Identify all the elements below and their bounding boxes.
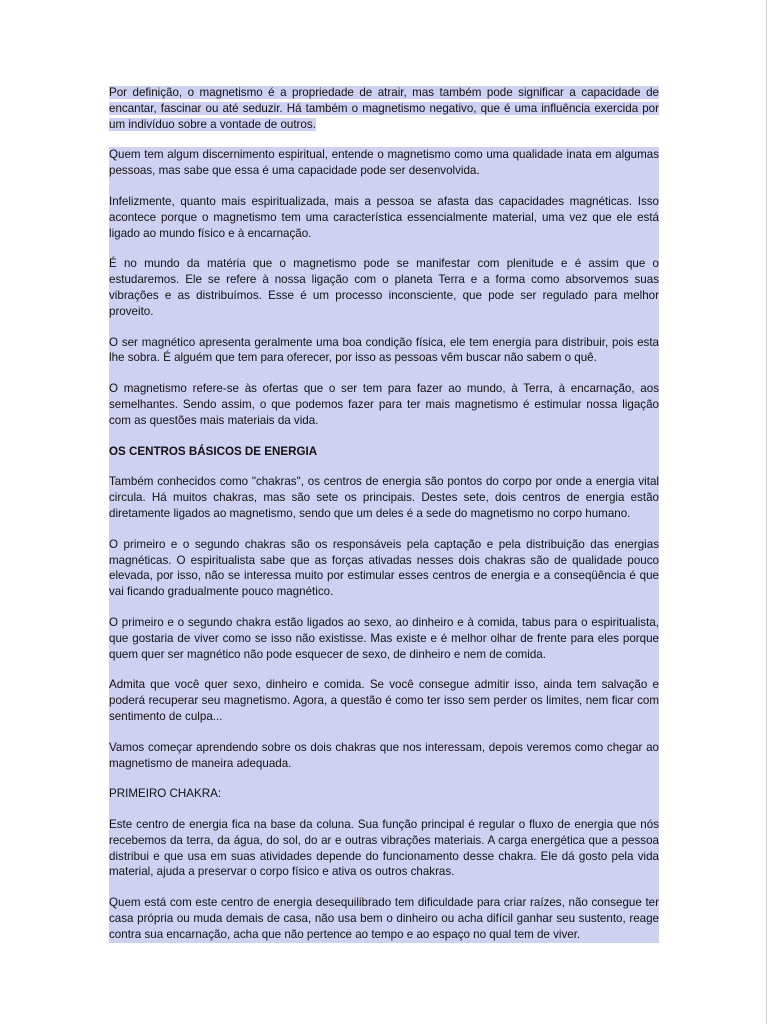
section-heading-energy-centers: OS CENTROS BÁSICOS DE ENERGIA (109, 444, 318, 458)
paragraph-3: Infelizmente, quanto mais espiritualizada, mais a pessoa se afasta das capacidades magnéticas. Isso acontece porque o magnetismo tem uma característica essencialmente material, uma vez que ele está ligado ao mundo físico e à encarnação. (109, 194, 659, 240)
highlighted-block (109, 147, 659, 942)
paragraph-12: Este centro de energia fica na base da coluna. Sua função principal é regular o fluxo de energia que nós recebemos da terra, da água, do sol, do ar e outras vibrações materiais. A carga energética que a pessoa distribui e que usa em suas atividades depende do funcionamento desse chakra. Ele dá gosto pela vida material, ajuda a preservar o corpo físico e ativa os outros chakras. (109, 818, 659, 879)
paragraph-13: Quem está com este centro de energia desequilibrado tem dificuldade para criar raízes, não consegue ter casa própria ou muda demais de casa, não usa bem o dinheiro ou acha difícil ganhar seu sustento, reage contra sua encarnação, acha que não pertence ao tempo e ao espaço no qual tem de viver. (109, 896, 659, 941)
document-body (109, 85, 659, 943)
paragraph-2: Quem tem algum discernimento espiritual, entende o magnetismo como uma qualidade inata em algumas pessoas, mas sabe que essa é uma capacidade pode ser desenvolvida. (109, 148, 659, 178)
paragraph-1 (109, 85, 659, 132)
paragraph-1-text: Por definição, o magnetismo é a propriedade de atrair, mas também pode significar a capacidade de encantar, fascinar ou até seduzir. Há também o magnetismo negativo, que é uma influência exercida por um indivíduo sobre a vontade de outros. (109, 86, 659, 131)
section-heading-first-chakra: PRIMEIRO CHAKRA: (109, 787, 222, 801)
paragraph-7: Também conhecidos como "chakras", os centros de energia são pontos do corpo por onde a energia vital circula. Há muitos chakras, mas são sete os principais. Destes sete, dois centros de energia estão diretamente ligados ao magnetismo, sendo que um deles é a sede do magnetismo no corpo humano. (109, 475, 659, 520)
paragraph-11: Vamos começar aprendendo sobre os dois chakras que nos interessam, depois veremos como chegar ao magnetismo de maneira adequada. (109, 740, 659, 770)
paragraph-9: O primeiro e o segundo chakra estão ligados ao sexo, ao dinheiro e à comida, tabus para o espiritualista, que gostaria de viver como se isso não existisse. Mas existe e é melhor olhar de frente para eles porque quem quer ser magnético não pode esquecer de sexo, de dinheiro e nem de comida. (109, 615, 659, 661)
paragraph-10: Admita que você quer sexo, dinheiro e comida. Se você consegue admitir isso, ainda tem salvação e poderá recuperar seu magnetismo. Agora, a questão é como ter isso sem perder os limites, nem ficar com sentimento de culpa... (109, 678, 659, 723)
paragraph-5: O ser magnético apresenta geralmente uma boa condição física, ele tem energia para distribuir, pois esta lhe sobra. É alguém que tem para oferecer, por isso as pessoas vêm buscar não sabem o quê. (109, 335, 659, 365)
paragraph-4: É no mundo da matéria que o magnetismo pode se manifestar com plenitude e é assim que o estudaremos. Ele se refere à nossa ligação com o planeta Terra e a forma como absorvemos suas vibrações e as distribuímos. Esse é um processo inconsciente, que pode ser regulado para melhor proveito. (109, 257, 659, 318)
paragraph-8: O primeiro e o segundo chakras são os responsáveis pela captação e pela distribuição das energias magnéticas. O espiritualista sabe que as forças ativadas nesses dois chakras são de qualidade pouco elevada, por isso, não se interessa muito por estimular esses centros de energia e a conseqüência é que vai ficando gradualmente pouco magnético. (109, 537, 659, 599)
page-edge (766, 0, 767, 1024)
paragraph-6: O magnetismo refere-se às ofertas que o ser tem para fazer ao mundo, à Terra, à encarnação, aos semelhantes. Sendo assim, o que podemos fazer para ter mais magnetismo é estimular nossa ligação com as questões mais materiais da vida. (109, 382, 659, 427)
